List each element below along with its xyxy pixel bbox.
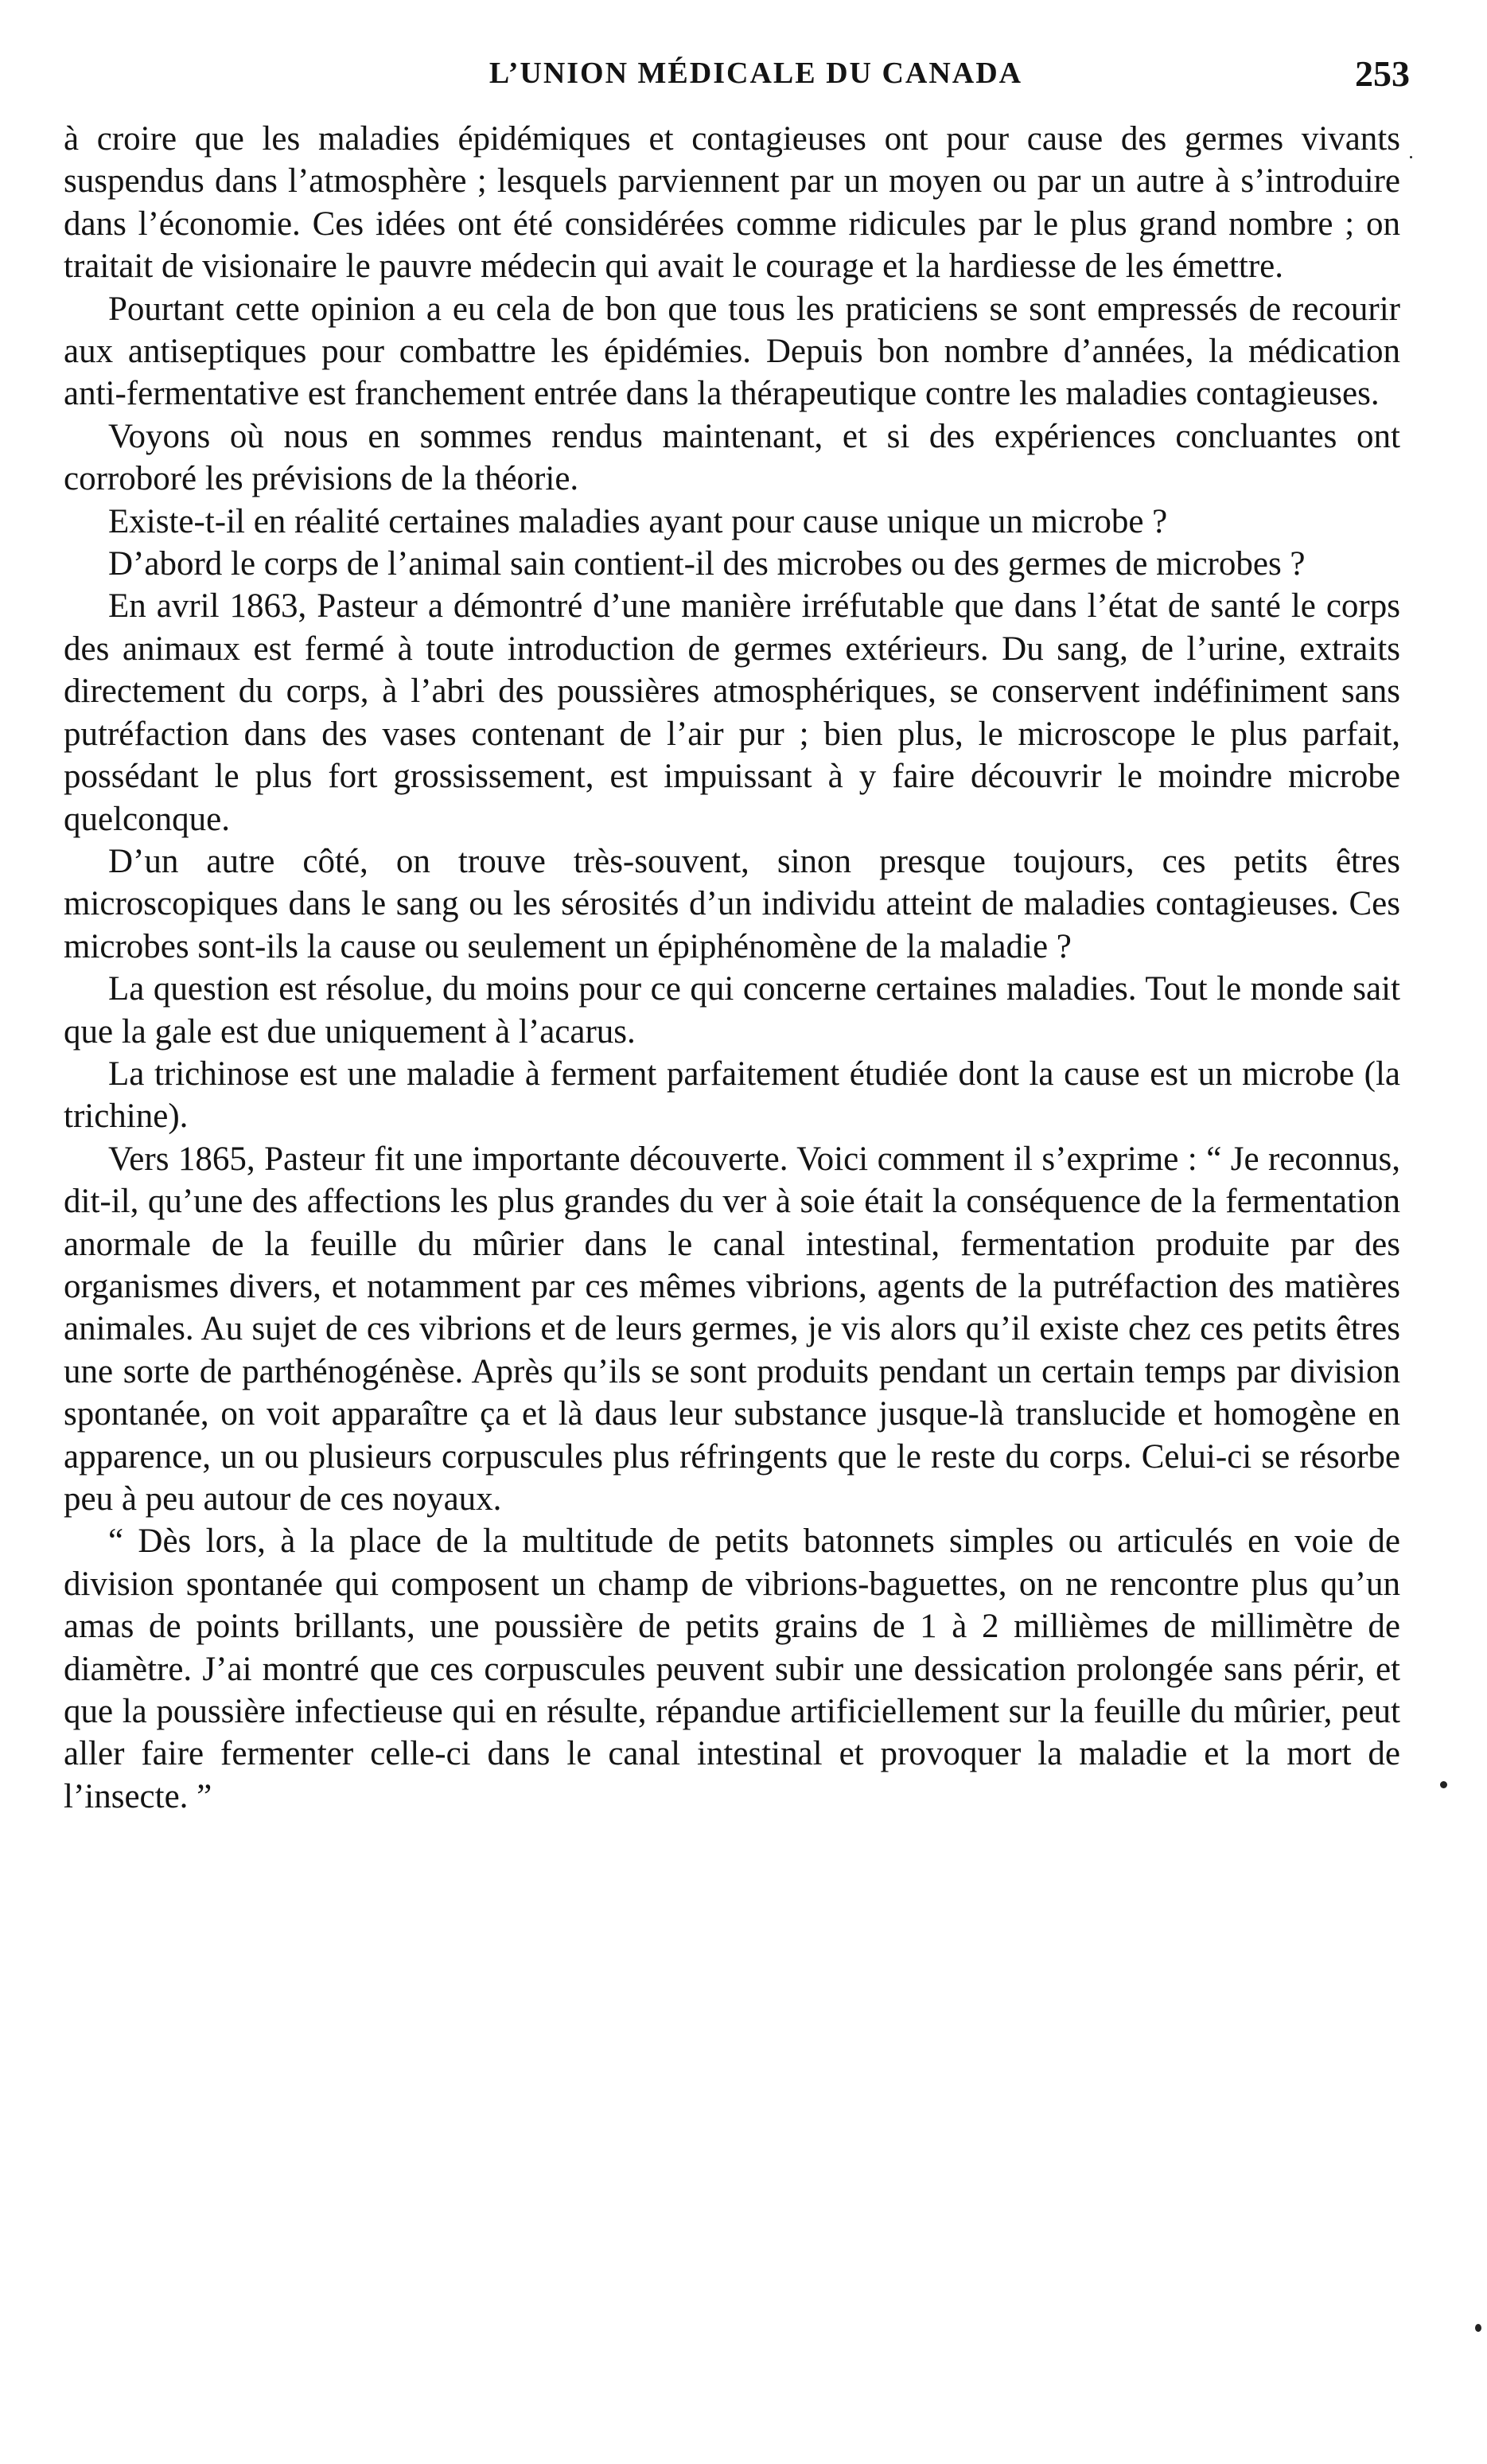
paragraph: La question est résolue, du moins pour ce qui concerne certaines maladies. Tout le monde sait que la gale est due uniquement à l’acarus. <box>64 970 1400 1051</box>
paragraph: Existe-t-il en réalité certaines maladies ayant pour cause unique un microbe ? <box>108 502 1168 540</box>
paragraph: En avril 1863, Pasteur a démontré d’une manière irréfutable que dans l’état de santé le corps des animaux est fermé à toute introduction de germes extérieurs. Du sang, de l’urine, extraits directement du corps, à l’abri des poussières atmosphériques, se conservent indéfiniment sans putréfaction dans des vases contenant de l’air pur ; bien plus, le microscope le plus parfait, possédant le plus fort grossissement, est impuissant à y faire découvrir le moindre microbe quelconque. <box>64 587 1400 838</box>
paragraph: Vers 1865, Pasteur fit une importante découverte. Voici comment il s’exprime : “ Je reconnus, dit-il, qu’une des affections les plus grandes du ver à soie était la conséquence de la fermentation anormale de la feuille du mûrier dans le canal intestinal, fermentation produite par des organismes divers, et notamment par ces mêmes vibrions, agents de la putréfaction des matières animales. Au sujet de ces vibrions et de leurs germes, je vis alors qu’il existe chez ces petits êtres une sorte de parthénogénèse. Après qu’ils se sont produits pendant un certain temps par division spontanée, on voit apparaître ça et là daus leur substance jusque-là translucide et homogène en apparence, un ou plusieurs corpuscules plus réfringents que le reste du corps. Celui-ci se résorbe peu à peu autour de ces noyaux. <box>64 1140 1400 1518</box>
paragraph: Pourtant cette opinion a eu cela de bon que tous les praticiens se sont empressés de recourir aux antiseptiques pour combattre les épidémies. Depuis bon nombre d’années, la médication anti-fermentative est franchement entrée dans la thérapeutique contre les maladies contagieuses. <box>64 290 1400 413</box>
paragraph: D’un autre côté, on trouve très-souvent, sinon presque toujours, ces petits êtres microscopiques dans le sang ou les sérosités d’un individu atteint de maladies contagieuses. Ces microbes sont-ils la cause ou seulement un épiphénomène de la maladie ? <box>64 842 1400 965</box>
ink-speck <box>1410 156 1412 158</box>
paragraph: La trichinose est une maladie à ferment parfaitement étudiée dont la cause est un microbe (la trichine). <box>64 1055 1400 1136</box>
paragraph: D’abord le corps de l’animal sain contient-il des microbes ou des germes de microbes ? <box>108 545 1306 583</box>
document-page <box>64 53 1410 1818</box>
ink-speck <box>1440 1781 1447 1788</box>
paragraph: à croire que les maladies épidémiques et contagieuses ont pour cause des germes vivants suspendus dans l’atmosphère ; lesquels parviennent par un moyen ou par un autre à s’introduire dans l’économie. Ces idées ont été considérées comme ridicules par le plus grand nombre ; on traitait de visionaire le pauvre médecin qui avait le courage et la hardiesse de les émettre. <box>64 120 1400 286</box>
paragraph: “ Dès lors, à la place de la multitude de petits batonnets simples ou articulés en voie de division spontanée qui composent un champ de vibrions-baguettes, on ne rencontre plus qu’un amas de points brillants, une poussière de petits grains de 1 à 2 millièmes de millimètre de diamètre. J’ai montré que ces corpuscules peuvent subir une dessication prolongée sans périr, et que la poussière infectieuse qui en résulte, répandue artificiellement sur la feuille du mûrier, peut aller faire fermenter celle-ci dans le canal intestinal et provoquer la maladie et la mort de l’insecte. ” <box>64 1522 1400 1815</box>
running-title: L’UNION MÉDICALE DU CANADA <box>489 57 1023 90</box>
paragraph: Voyons où nous en sommes rendus maintenant, et si des expériences concluantes ont corroboré les prévisions de la théorie. <box>64 417 1400 498</box>
page-number: 253 <box>1355 53 1410 94</box>
page-header <box>64 53 1410 103</box>
body-text <box>64 118 1400 1818</box>
ink-speck <box>1475 2324 1481 2332</box>
